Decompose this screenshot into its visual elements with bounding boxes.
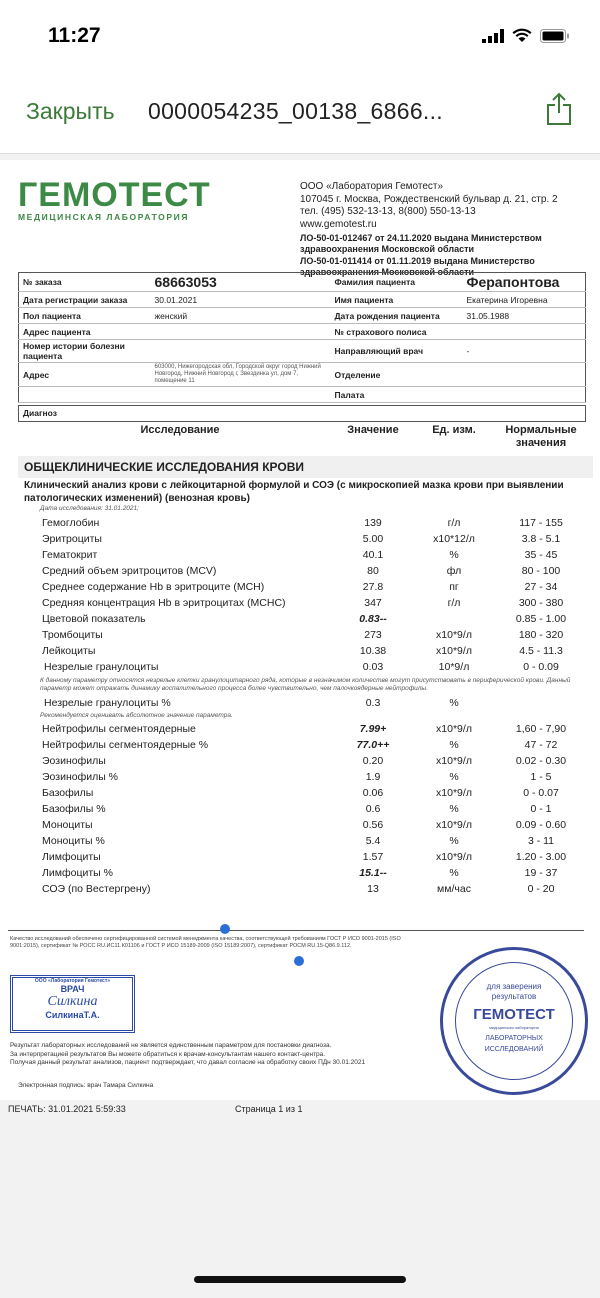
test-value: 15.1-- <box>359 867 387 879</box>
selection-handle-start[interactable] <box>220 924 230 934</box>
test-unit: % <box>449 739 459 751</box>
reference-range: 3.8 - 5.1 <box>521 532 561 545</box>
test-name: Лимфоциты % <box>42 867 113 879</box>
test-unit: x10*9/л <box>436 644 472 657</box>
result-row <box>0 738 600 754</box>
test-name: Гематокрит <box>42 548 98 561</box>
test-value: 10.38 <box>359 644 387 657</box>
test-name: СОЭ (по Вестергрену) <box>42 883 151 895</box>
test-name: Лейкоциты <box>42 644 96 657</box>
reference-range: 3 - 11 <box>527 835 555 847</box>
reference-range: 19 - 37 <box>524 867 558 879</box>
reference-range: 1.20 - 3.00 <box>515 851 567 863</box>
reference-range: 0.09 - 0.60 <box>515 819 567 831</box>
result-row <box>0 532 600 548</box>
result-row <box>0 612 600 628</box>
disclaimer: Результат лабораторных исследований не является единственным параметром для постановки диагноза. За интерпретацией результатов Вы можете обратиться к врачам-консультантам нашего контакт-центра. Получая данный результат анализов, пациент подтверждает, что давал согласие на обработку своих ПДн 30.01.2021 <box>10 1042 366 1066</box>
test-unit: x10*12/л <box>433 532 475 545</box>
reference-range: 0.85 - 1.00 <box>515 612 567 625</box>
result-row <box>0 882 600 898</box>
study-date: Дата исследования: 31.01.2021; <box>40 505 139 512</box>
test-value: 1.9 <box>365 771 381 783</box>
section-title: ОБЩЕКЛИНИЧЕСКИЕ ИССЛЕДОВАНИЯ КРОВИ <box>18 456 593 478</box>
report-body <box>0 272 600 898</box>
page-number: Страница 1 из 1 <box>235 1104 303 1114</box>
test-unit: г/л <box>447 516 461 529</box>
test-name: Незрелые гранулоциты <box>44 660 159 673</box>
test-name: Базофилы <box>42 787 94 799</box>
document-title: 0000054235_00138_6866... <box>148 98 443 124</box>
reference-range: 180 - 320 <box>518 628 564 641</box>
test-value: 0.20 <box>362 755 384 767</box>
test-unit: % <box>449 867 459 879</box>
diagnosis-row: Диагноз <box>18 405 586 422</box>
test-value: 0.6 <box>365 803 381 815</box>
test-title: Клинический анализ крови с лейкоцитарной формулой и СОЭ (с микроскопией мазка крови при выявлении патологических изменений) (венозная кровь) <box>24 480 564 504</box>
reference-range: 300 - 380 <box>518 596 564 609</box>
test-name: Тромбоциты <box>42 628 103 641</box>
result-row <box>0 580 600 596</box>
gemotest-logo: ГЕМОТЕСТ МЕДИЦИНСКАЯ ЛАБОРАТОРИЯ <box>18 176 211 222</box>
test-value: 0.06 <box>362 787 384 799</box>
test-name: Моноциты <box>42 819 93 831</box>
test-unit: x10*9/л <box>436 787 472 799</box>
result-row <box>0 802 600 818</box>
share-icon[interactable] <box>546 92 572 126</box>
test-value: 0.83-- <box>359 612 387 625</box>
reference-range: 0.02 - 0.30 <box>515 755 567 767</box>
test-value: 1.57 <box>362 851 384 863</box>
test-unit: x10*9/л <box>436 851 472 863</box>
test-value: 139 <box>364 516 382 529</box>
reference-range: 1,60 - 7,90 <box>515 723 567 735</box>
test-value: 5.4 <box>365 835 381 847</box>
test-unit: x10*9/л <box>436 628 472 641</box>
result-row <box>0 818 600 834</box>
reference-range: 1 - 5 <box>530 771 552 783</box>
result-row <box>0 596 600 612</box>
selection-handle-end[interactable] <box>294 956 304 966</box>
test-unit: пг <box>449 580 459 593</box>
result-row <box>0 834 600 850</box>
result-row <box>0 722 600 738</box>
test-name: Цветовой показатель <box>42 612 146 625</box>
lab-seal: для заверения результатов ГЕМОТЕСТ медицинская лаборатория ЛАБОРАТОРНЫХ ИССЛЕДОВАНИЙ <box>440 947 588 1095</box>
reference-range: 0 - 0.09 <box>523 660 559 673</box>
test-unit: % <box>449 803 459 815</box>
lab-report-page <box>0 160 600 1114</box>
test-unit: фл <box>446 564 462 577</box>
test-unit: г/л <box>447 596 461 609</box>
reference-range: 4.5 - 11.3 <box>519 644 563 657</box>
result-row <box>0 548 600 564</box>
test-value: 0.03 <box>362 660 384 673</box>
test-value: 7.99+ <box>359 723 387 735</box>
battery-icon <box>540 29 570 43</box>
lab-contacts: ООО «Лаборатория Гемотест» 107045 г. Москва, Рождественский бульвар д. 21, стр. 2 тел. (495) 532-13-13, 8(800) 550-13-13 www.gemotest.ru ЛО-50-01-012467 от 24.11.2020 выдана Министерством здравоохранения Московской области ЛО-50-01-011414 от 01.11.2019 выдана Министерство здравоохранения Московской области <box>300 181 558 277</box>
test-name: Эозинофилы % <box>42 771 119 783</box>
test-name: Моноциты % <box>42 835 105 847</box>
clock: 11:27 <box>48 24 101 47</box>
test-value: 273 <box>364 628 382 641</box>
reference-range: 0 - 20 <box>527 883 555 895</box>
result-row <box>0 754 600 770</box>
col-unit: Ед. изм. <box>432 424 476 436</box>
test-name: Эритроциты <box>42 532 102 545</box>
reference-range: 35 - 45 <box>524 548 558 561</box>
reference-range: 0 - 1 <box>530 803 552 815</box>
test-value: 27.8 <box>362 580 384 593</box>
test-value: 80 <box>367 564 379 577</box>
test-name: Нейтрофилы сегментоядерные <box>42 723 196 735</box>
test-value: 13 <box>367 883 379 895</box>
col-norm: Нормальные значения <box>505 424 577 449</box>
viewer-toolbar <box>0 62 600 154</box>
test-unit: x10*9/л <box>436 755 472 767</box>
result-row <box>0 628 600 644</box>
col-study: Исследование <box>140 424 220 436</box>
results-header <box>0 424 600 454</box>
test-name: Лимфоциты <box>42 851 101 863</box>
test-unit: x10*9/л <box>436 819 472 831</box>
status-bar <box>0 0 600 62</box>
results-group-a <box>0 516 600 676</box>
test-unit: % <box>449 835 459 847</box>
col-value: Значение <box>347 424 399 436</box>
patient-info-table: № заказа 68663053 Фамилия пациента Ферапонтова Дата регистрации заказа 30.01.2021 Имя пациента Екатерина Игоревна Пол пациента женский Дата рождения пациента 31.05.1988 Адрес пациента № страхового полиса Номер истории болезни пациента Направляющий врач - Адрес 603000, Нижегородская обл, Городской округ город Нижний Новгород, Нижний Новгород г, Звездинка ул, дом 7, помещение 11 Отделение Палата <box>18 272 586 403</box>
test-value: 347 <box>364 596 382 609</box>
print-timestamp: ПЕЧАТЬ: 31.01.2021 5:59:33 <box>8 1104 126 1114</box>
doctor-stamp: ООО «Лаборатория Гемотест» ВРАЧ Силкина СилкинаТ.А. <box>10 975 135 1033</box>
test-value: 77.0++ <box>356 739 390 751</box>
reference-range: 0 - 0.07 <box>523 787 559 799</box>
result-row <box>0 564 600 580</box>
test-name: Средний объем эритроцитов (MCV) <box>42 564 217 577</box>
signal-icon <box>482 29 504 43</box>
result-row <box>0 644 600 660</box>
test-value: 0.56 <box>362 819 384 831</box>
reference-range: 80 - 100 <box>521 564 561 577</box>
result-row: Незрелые гранулоциты % 0.3 % <box>44 696 459 709</box>
reference-range: 47 - 72 <box>524 739 558 751</box>
result-row <box>0 660 600 676</box>
result-row <box>0 850 600 866</box>
test-value: 40.1 <box>362 548 384 561</box>
results-group-b <box>0 722 600 898</box>
wifi-icon <box>512 28 532 43</box>
test-unit: x10*9/л <box>436 723 472 735</box>
test-unit: % <box>449 771 459 783</box>
test-name: Среднее содержание Hb в эритроците (MCH) <box>42 580 265 593</box>
test-name: Нейтрофилы сегментоядерные % <box>42 739 209 751</box>
reference-range: 27 - 34 <box>524 580 558 593</box>
note-immature-granulocytes: К данному параметру относятся незрелые клетки гранулоцитарного ряда, которые в незначимом количестве могут присутствовать в периферической крови. Данный параметр может отражать динамику воспалительного процесса более чувствительно, чем палочкоядерные нейтрофилы. <box>40 676 571 692</box>
reference-range: 117 - 155 <box>519 516 563 529</box>
home-indicator[interactable] <box>194 1276 406 1283</box>
test-value: 5.00 <box>362 532 384 545</box>
result-row <box>0 516 600 532</box>
close-button[interactable]: Закрыть <box>26 98 115 124</box>
result-row <box>0 786 600 802</box>
test-unit: % <box>449 548 459 561</box>
test-name: Базофилы % <box>42 803 106 815</box>
footer-divider <box>8 930 584 931</box>
test-unit: мм/час <box>437 883 471 895</box>
note-recommendation: Рекомендуется оценивать абсолютное значение параметра. <box>40 711 233 719</box>
quality-note: Качество исследований обеспечено сертифицированной системой менеджмента качества, соответствующей требованиям ГОСТ Р ИСО 9001-2015 (ISO 9001:2015), сертификат № РОСС RU.ИС11.К01106 и ГОСТ Р ИСО 15189-2009 (ISO 15189:2007), сертификат РОСМ RU.15-Q86.9.112. <box>10 936 401 949</box>
result-row <box>0 866 600 882</box>
result-row <box>0 770 600 786</box>
test-unit: 10*9/л <box>438 660 470 673</box>
test-name: Эозинофилы <box>42 755 106 767</box>
test-name: Средняя концентрация Hb в эритроцитах (MCHC) <box>42 596 286 609</box>
test-name: Гемоглобин <box>42 516 100 529</box>
electronic-signature: Электронная подпись: врач Тамара Силкина <box>18 1082 154 1089</box>
